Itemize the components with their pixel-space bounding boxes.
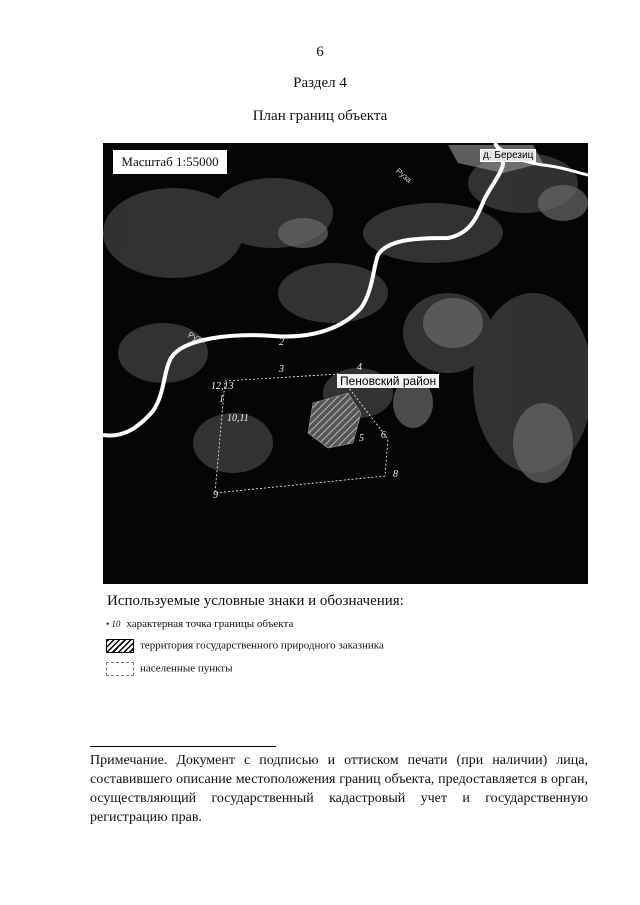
boundary-point-label: 12,13 <box>211 381 234 392</box>
legend-item-boundary-point <box>106 618 293 630</box>
plan-title: План границ объекта <box>252 108 388 124</box>
boundary-point-label: 3 <box>279 364 284 375</box>
boundary-point-label: 5 <box>359 433 364 444</box>
boundary-point-icon: • 10 <box>106 619 121 630</box>
village-label: д. Березиц <box>480 149 536 162</box>
footnote-divider <box>90 746 276 747</box>
boundary-point-label: 10,11 <box>227 413 249 424</box>
legend-label: характерная точка границы объекта <box>126 618 294 630</box>
boundary-point-label: 2 <box>279 337 284 348</box>
legend-item-protected-area <box>106 639 384 653</box>
hatch-pattern-icon <box>106 639 134 653</box>
legend-label: населенные пункты <box>140 662 233 675</box>
boundary-point-label: 8 <box>393 469 398 480</box>
boundary-point-label: 6 <box>381 430 386 441</box>
boundary-point-label: 1 <box>219 394 224 405</box>
dashed-box-icon <box>106 662 134 676</box>
map-terrain <box>103 143 588 584</box>
district-label: Пеновский район <box>337 374 439 388</box>
legend-label: территория государственного природного заказника <box>140 639 384 652</box>
river-label-2: Руза <box>394 166 414 185</box>
river-label: Руза <box>186 330 207 345</box>
page-number: 6 <box>316 44 324 60</box>
map-image <box>103 143 588 584</box>
boundary-point-label: 4 <box>357 362 362 373</box>
scale-label: Масштаб 1:55000 <box>112 149 228 175</box>
legend-item-settlements <box>106 662 233 676</box>
section-title: Раздел 4 <box>293 75 347 91</box>
footnote-text: Примечание. Документ с подписью и оттиском печати (при наличии) лица, составившего описание местоположения границ объекта, предоставляется в орган, осуществляющий государственный кадастровый учет и государственную регистрацию прав. <box>90 753 588 825</box>
boundary-point-label: 9 <box>213 490 218 501</box>
legend-title: Используемые условные знаки и обозначения: <box>107 593 404 609</box>
